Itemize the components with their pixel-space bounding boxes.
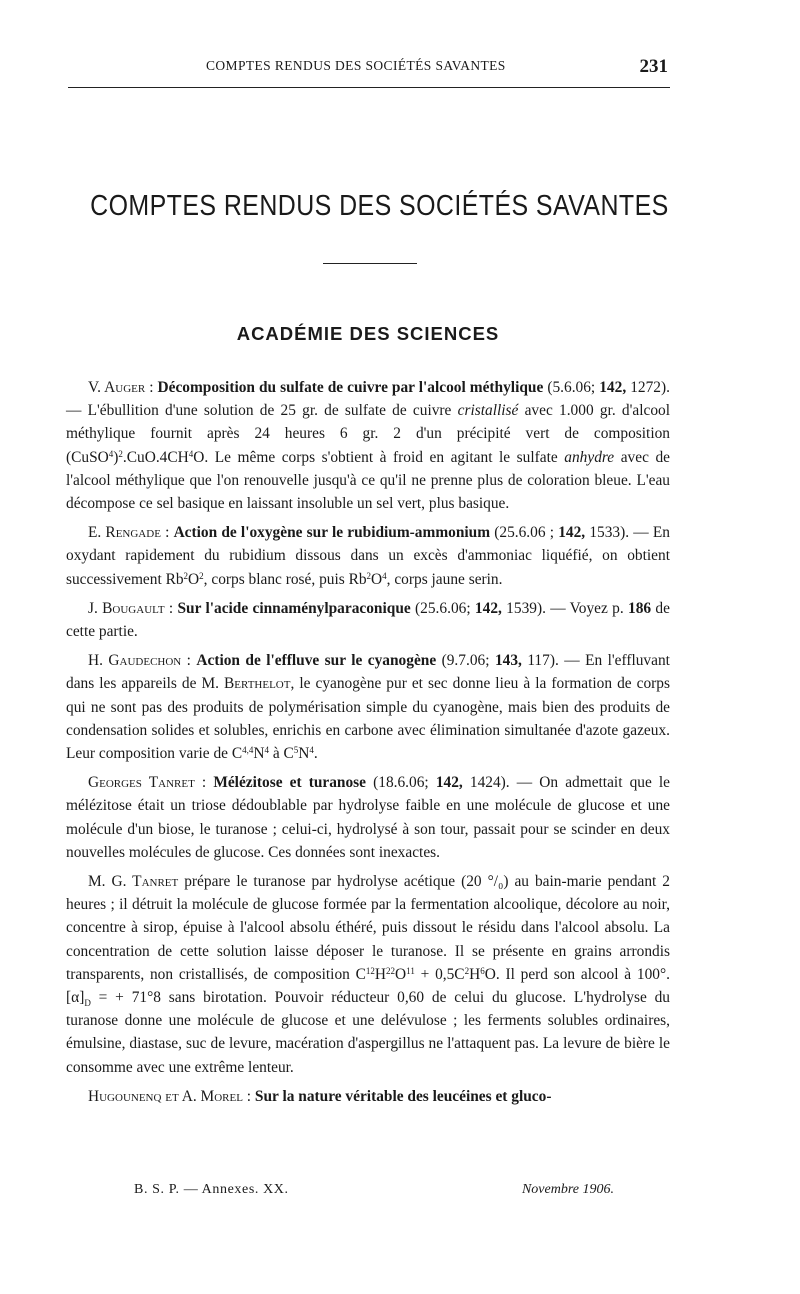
formula-superscript: 4 [309,745,314,756]
entry-title: Décomposition du sulfate de cuivre par l'alcool méthylique [157,379,544,396]
formula-superscript: 5 [293,745,299,756]
entry-gaudechon [66,649,670,765]
formula-superscript: 4 [382,570,387,581]
entry-text: O. Le même corps s'obtient à froid en agitant le sulfate [193,448,558,466]
entry-author: V. Auger : [88,379,154,396]
header-rule [68,87,670,88]
running-head-title: COMPTES RENDUS DES SOCIÉTÉS SAVANTES [206,58,506,73]
entry-volume: 142, [474,599,502,617]
entry-author: Georges Tanret : [88,774,207,792]
entry-text: prépare le turanose par hydrolyse acétique (20 °/₀) au bain-marie pendant 2 heures ; il détruit la molécule de glucose formée par la fermentation alcoolique, décolore au noir, concentre à sirop, épuise à l'alcool absolu éthéré, puis dissout le résidu dans l'alcool absolu. La concentration de cette solution laisse déposer le turanose. Il se présente en grains arrondis transparents, non cristallisés, de composition C [66,873,670,983]
entry-author: H. Gaudechon : [88,652,191,670]
entry-rengade [66,521,670,591]
entry-text: H [374,965,387,983]
formula-superscript: 4,4 [242,745,254,756]
page-number: 231 [639,56,668,77]
formula-superscript: 4 [188,448,194,459]
page-footer [68,1182,670,1204]
entry-text: O. Il perd son alcool à 100°. [α] [66,965,670,1007]
entry-text: + 0,5C [420,965,465,983]
entry-title: Mélézitose et turanose [213,774,366,792]
entry-bougault [66,597,670,643]
entry-reference: (18.6.06; [373,774,429,792]
entry-reference: (25.6.06; [415,599,471,617]
formula-superscript: 2 [118,448,123,459]
entry-text: à C [272,745,294,763]
entry-tanret-2 [66,870,670,1079]
entry-text: , corps jaune serin. [386,570,503,588]
formula-superscript: 11 [406,965,415,976]
entry-title: Sur la nature véritable des leucéines et gluco- [254,1087,552,1105]
entry-volume: 143, [494,652,522,670]
entry-auger [66,376,670,515]
formula-superscript: 4 [108,448,114,459]
formula-superscript: 2 [183,570,189,581]
entry-text: O [188,570,200,588]
entry-volume: 142, [435,774,463,792]
formula-superscript: 2 [464,965,470,976]
section-title: ACADÉMIE DES SCIENCES [236,323,500,344]
entry-text: , corps blanc rosé, puis Rb [203,570,367,588]
entry-hugounenq [66,1085,670,1108]
entry-text: — L'ébullition d'une solution de 25 gr. de sulfate de cuivre [66,402,452,420]
entry-reference-page: 117). [527,652,559,670]
entry-text: . [313,745,318,763]
formula-superscript: 2 [366,570,372,581]
entry-text: de cette partie. [66,599,670,641]
main-title: COMPTES RENDUS DES SOCIÉTÉS SAVANTES [90,190,669,222]
entry-text: N [298,745,310,763]
entry-text-italic: anhydre [564,448,615,466]
entry-title: Sur l'acide cinnaménylparaconique [177,599,411,617]
formula-superscript: 2 [199,570,204,581]
entry-reference: (9.7.06; [441,652,490,670]
entry-text: ) [113,448,119,466]
formula-superscript: 4 [264,745,269,756]
entry-author: Hugounenq et A. Morel : [88,1087,252,1105]
entry-author: J. Bougault : [88,599,174,617]
entry-text: O [371,570,383,588]
formula-superscript: 12 [365,965,375,976]
entry-reference: (25.6.06 ; [494,524,555,542]
entry-text: N [253,745,265,763]
entry-volume: 142, [599,379,627,396]
entry-reference-page: 1424). [469,774,510,792]
entry-reference-page: 1539). — Voyez p. [506,599,624,617]
entry-text: avec 1.000 gr. d'alcool méthylique fournit après 24 heures 6 gr. 2 d'un précipité vert de composition (CuSO [66,402,670,466]
entry-title: Action de l'effluve sur le cyanogène [196,652,437,670]
person-name: Berthelot [224,675,291,693]
entry-text-italic: cristallisé [457,402,519,420]
entry-text: H [469,965,481,983]
footer-left: B. S. P. — Annexes. XX. [134,1182,289,1197]
running-head [68,58,668,82]
entry-tanret-1 [66,771,670,864]
entry-text: , le cyanogène pur et sec donne lieu à la formation de corps qui ne sont pas des produits de polymérisation simple du cyanogène, mais bien des produits de condensation solides et solubles, enrichis en carbone avec élimination simultanée d'azote gazeux. Leur composition varie de C [66,675,670,763]
entry-title: Action de l'oxygène sur le rubidium-ammonium [173,524,491,542]
entry-author: E. Rengade : [88,524,170,542]
entry-author: M. G. Tanret [88,873,179,891]
entry-text: — En oxydant rapidement du rubidium dissous dans un excès d'ammoniac liquéfié, on obtient successivement Rb [66,524,670,588]
entry-reference-page: 1533). [589,524,630,542]
entry-volume: 142, [558,524,586,542]
formula-superscript: 22 [386,965,396,976]
formula-superscript: 6 [480,965,485,976]
formula-subscript: D [84,998,91,1009]
entry-text: = + 71°8 sans birotation. Pouvoir réducteur 0,60 de celui du glucose. L'hydrolyse du turanose donne une molécule de glucose et une delévulose ; les ferments solubles ordinaires, émulsine, diastase, suc de levure, macération d'aspergillus ne l'attaquent pas. La levure de bière le consomme avec une extrême lenteur. [66,989,671,1076]
entry-text: .CuO.4CH [122,448,189,466]
entry-text: — En l'effluvant dans les appareils de M. [66,652,670,693]
entry-text: O [395,965,407,983]
entry-text: avec de l'alcool méthylique que l'on renouvelle jusqu'à ce qu'il ne prenne plus de coloration bleue. L'eau décompose ce sel basique en laissant insoluble un sel vert, plus basique. [66,448,670,513]
article-body [66,376,670,1114]
entry-reference: (5.6.06; [547,379,596,396]
title-rule [323,263,417,264]
footer-right: Novembre 1906. [521,1182,614,1197]
cross-reference-page: 186 [628,599,652,617]
entry-reference-page: 1272). [630,379,670,396]
entry-text: — On admettait que le mélézitose était un triose dédoublable par hydrolyse faible en une molécule de glucose et une molécule d'un biose, le turanose ; celui-ci, hydrolysé à son tour, passait pour se scinder en deux nouvelles molécules de glucose. Ces données sont inexactes. [66,774,671,861]
